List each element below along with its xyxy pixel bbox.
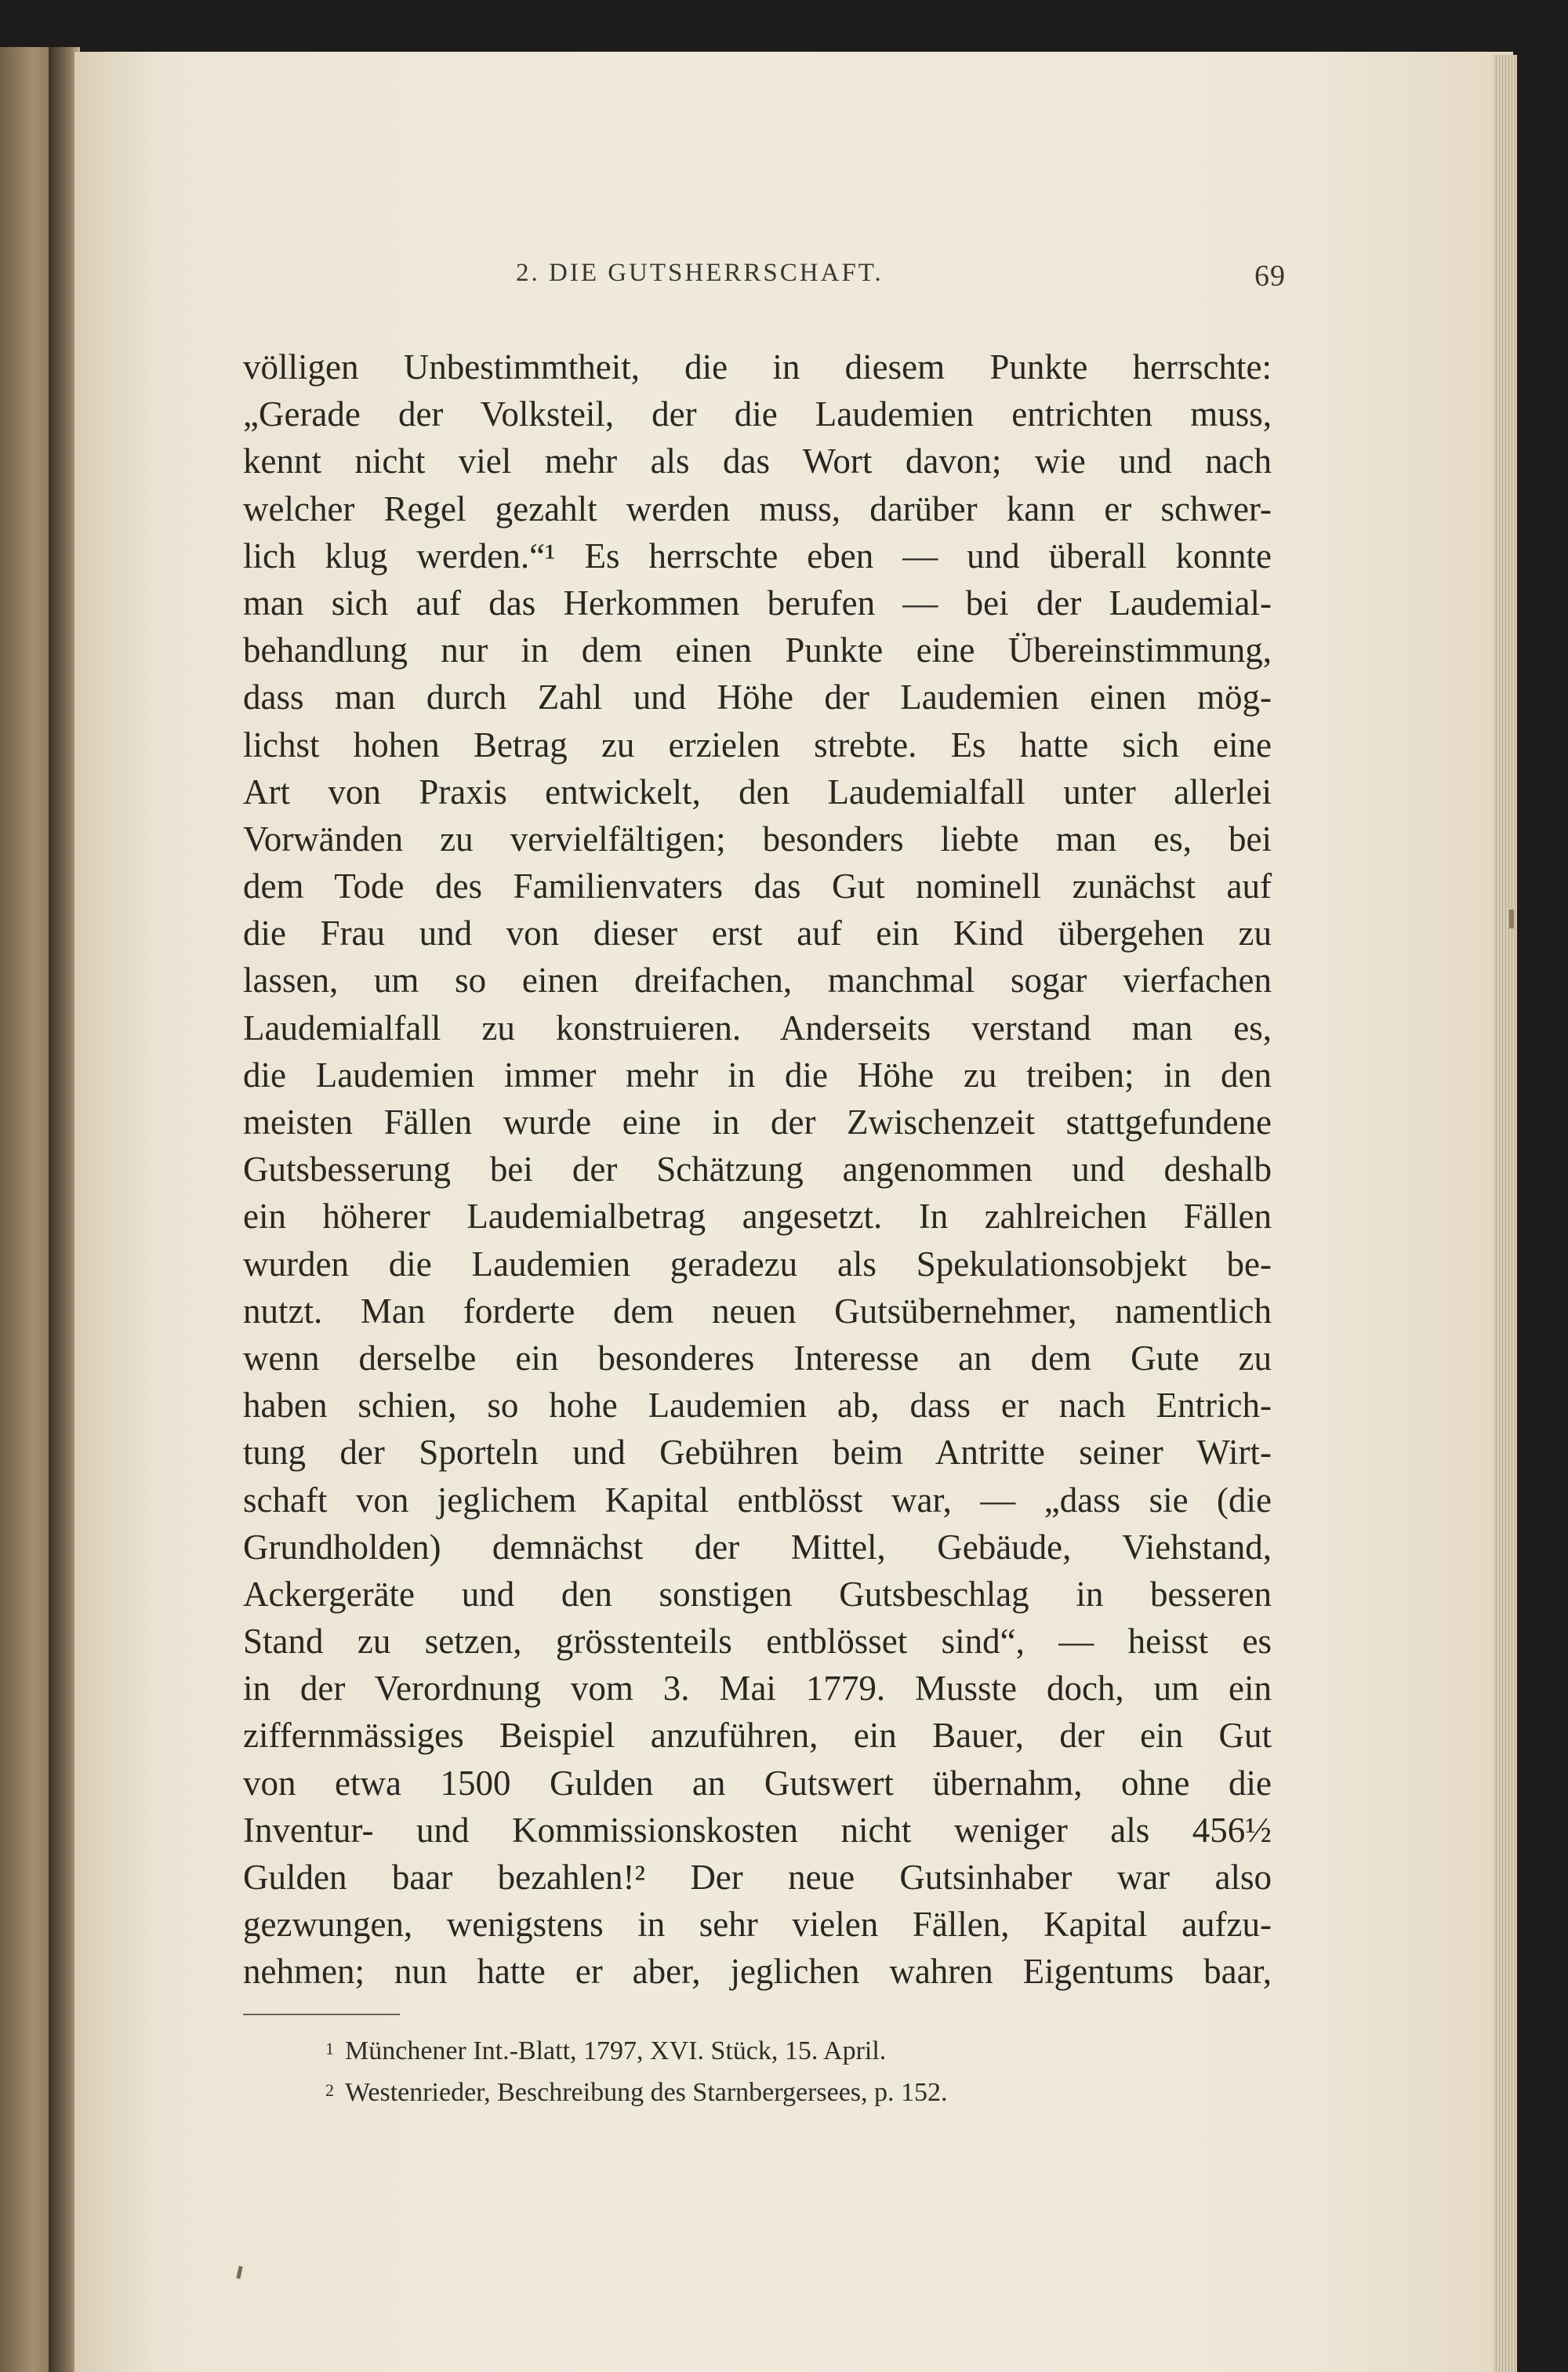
footnotes	[325, 2029, 1266, 2112]
footnote-text: Münchener Int.-Blatt, 1797, XVI. Stück, 15. April.	[345, 2036, 887, 2065]
text-line: gezwungen, wenigstens in sehr vielen Fällen, Kapital aufzu-	[243, 1905, 1272, 1945]
text-line: Art von Praxis entwickelt, den Laudemialfall unter allerlei	[243, 772, 1272, 812]
text-line: kennt nicht viel mehr als das Wort davon; wie und nach	[243, 441, 1272, 481]
text-line: haben schien, so hohe Laudemien ab, dass er nach Entrich-	[243, 1386, 1272, 1426]
page-stack-edges	[1494, 55, 1517, 2372]
footnote-mark: 2	[325, 2080, 334, 2100]
text-line: ein höherer Laudemialbetrag angesetzt. In zahlreichen Fällen	[243, 1197, 1272, 1237]
text-line: Laudemialfall zu konstruieren. Anderseits verstand man es,	[243, 1008, 1272, 1048]
footnote	[325, 2029, 1266, 2071]
text-line: in der Verordnung vom 3. Mai 1779. Musste doch, um ein	[243, 1669, 1272, 1709]
text-line: Vorwänden zu vervielfältigen; besonders liebte man es, bei	[243, 819, 1272, 859]
footnote-text: Westenrieder, Beschreibung des Starnbergersees, p. 152.	[345, 2078, 948, 2107]
text-line: ziffernmässiges Beispiel anzuführen, ein Bauer, der ein Gut	[243, 1716, 1272, 1756]
running-title: 2. DIE GUTSHERRSCHAFT.	[516, 259, 884, 287]
text-line: lassen, um so einen dreifachen, manchmal sogar vierfachen	[243, 961, 1272, 1001]
page-number: 69	[1254, 260, 1286, 292]
text-line: meisten Fällen wurde eine in der Zwischenzeit stattgefundene	[243, 1102, 1272, 1142]
text-line: Grundholden) demnächst der Mittel, Gebäude, Viehstand,	[243, 1527, 1272, 1567]
text-line: nutzt. Man forderte dem neuen Gutsübernehmer, namentlich	[243, 1291, 1272, 1331]
text-line: lich klug werden.“¹ Es herrschte eben — und überall konnte	[243, 536, 1272, 576]
text-line: die Laudemien immer mehr in die Höhe zu treiben; in den	[243, 1055, 1272, 1095]
footnote	[325, 2071, 1266, 2112]
text-line: wenn derselbe ein besonderes Interesse an dem Gute zu	[243, 1338, 1272, 1378]
text-line: „Gerade der Volksteil, der die Laudemien entrichten muss,	[243, 394, 1272, 434]
body-text	[243, 343, 1272, 1996]
edge-mark	[1509, 910, 1514, 928]
text-line: Stand zu setzen, grösstenteils entblösset sind“, — heisst es	[243, 1622, 1272, 1662]
text-line: behandlung nur in dem einen Punkte eine Übereinstimmung,	[243, 630, 1272, 670]
text-line: dem Tode des Familienvaters das Gut nominell zunächst auf	[243, 866, 1272, 906]
text-line: wurden die Laudemien geradezu als Spekulationsobjekt be-	[243, 1244, 1272, 1284]
text-line: schaft von jeglichem Kapital entblösst war, — „dass sie (die	[243, 1480, 1272, 1520]
text-line: Inventur- und Kommissionskosten nicht weniger als 456½	[243, 1810, 1272, 1850]
footnote-rule	[243, 2014, 400, 2015]
text-line: völligen Unbestimmtheit, die in diesem Punkte herrschte:	[243, 347, 1272, 387]
running-head	[0, 259, 1568, 298]
text-line: Gutsbesserung bei der Schätzung angenommen und deshalb	[243, 1150, 1272, 1190]
footnote-mark: 1	[325, 2039, 334, 2058]
text-line: dass man durch Zahl und Höhe der Laudemien einen mög-	[243, 677, 1272, 717]
text-line: tung der Sporteln und Gebühren beim Antritte seiner Wirt-	[243, 1433, 1272, 1473]
left-page-edge	[0, 47, 55, 2372]
text-line: nehmen; nun hatte er aber, jeglichen wahren Eigentums baar,	[243, 1952, 1272, 1992]
text-line: von etwa 1500 Gulden an Gutswert übernahm, ohne die	[243, 1763, 1272, 1803]
text-line: man sich auf das Herkommen berufen — bei der Laudemial-	[243, 583, 1272, 623]
text-line: die Frau und von dieser erst auf ein Kind übergehen zu	[243, 914, 1272, 954]
text-line: Ackergeräte und den sonstigen Gutsbeschlag in besseren	[243, 1574, 1272, 1614]
text-line: welcher Regel gezahlt werden muss, darüber kann er schwer-	[243, 489, 1272, 529]
text-line: Gulden baar bezahlen!² Der neue Gutsinhaber war also	[243, 1858, 1272, 1897]
text-line: lichst hohen Betrag zu erzielen strebte. Es hatte sich eine	[243, 725, 1272, 765]
